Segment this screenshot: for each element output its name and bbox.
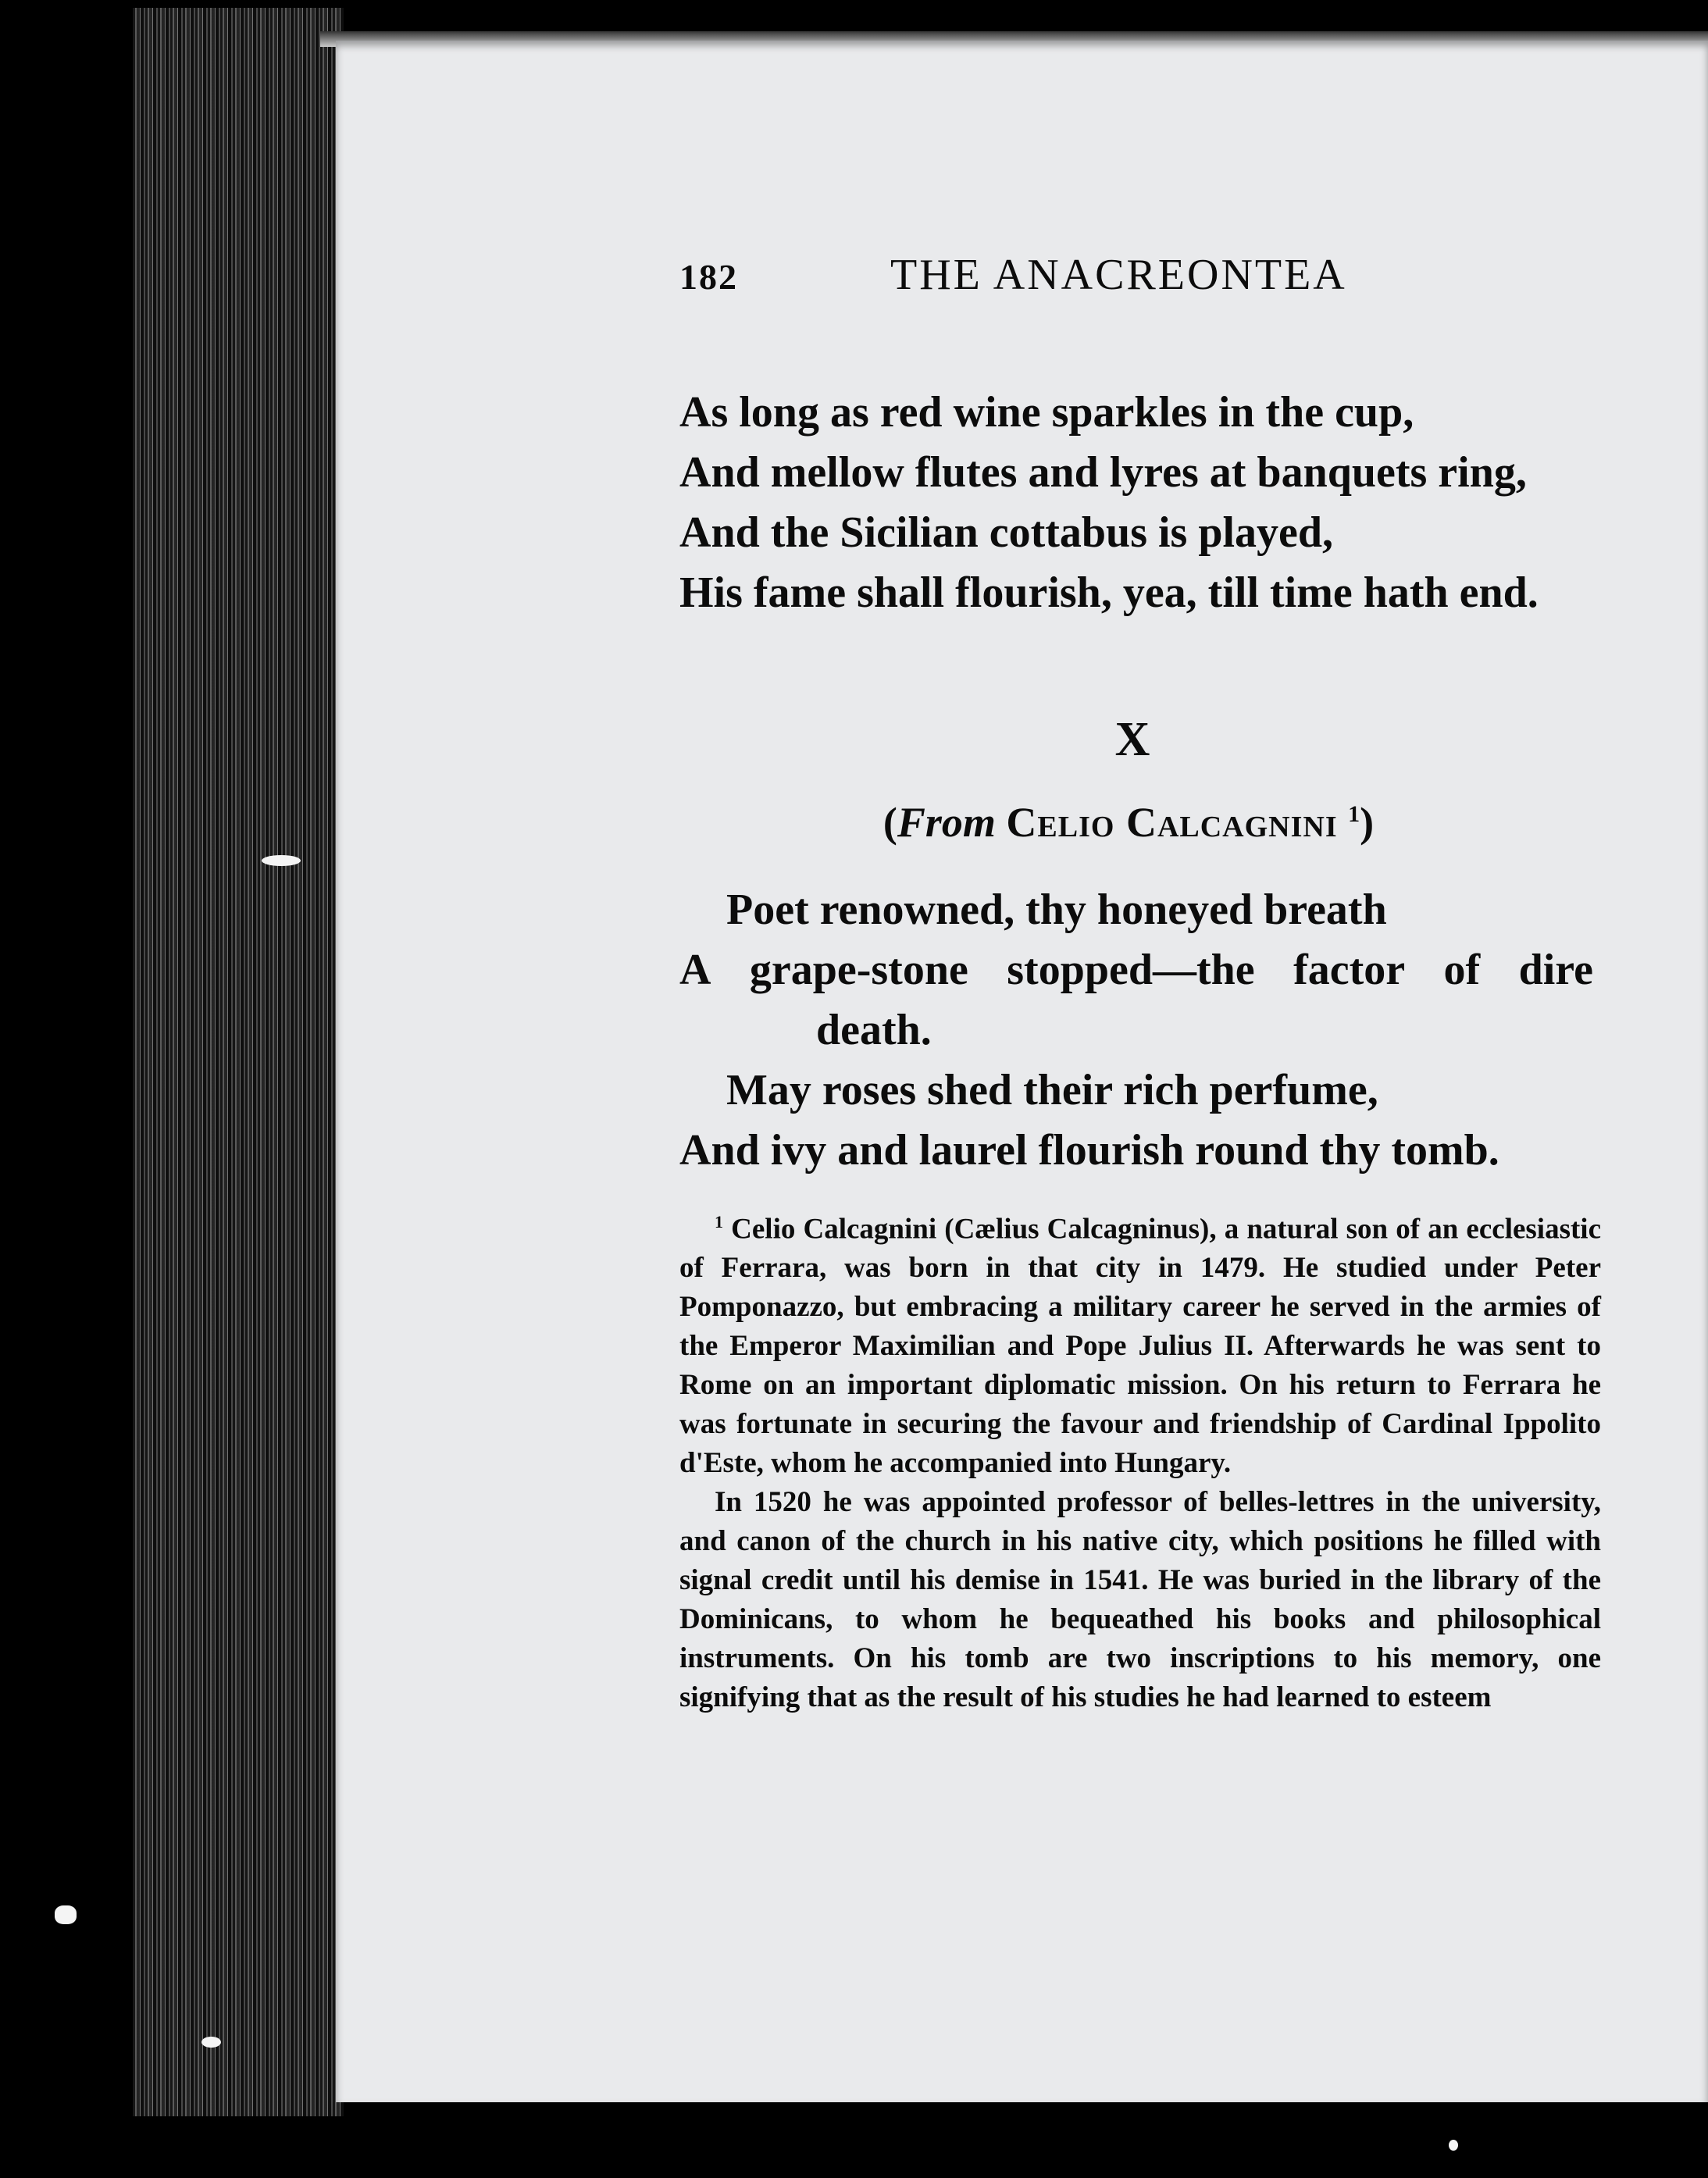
scan-speck bbox=[201, 2037, 221, 2048]
verse-line: As long as red wine sparkles in the cup, bbox=[679, 388, 1414, 437]
verse-line: And mellow flutes and lyres at banquets ring, bbox=[679, 448, 1527, 497]
footnote-text: Celio Calcagnini (Cælius Calcagninus), a natural son of an ecclesiastic of Ferrara, was born in that city in 1479. He studied under Peter Pomponazzo, but embracing a military career he served in the armies of the Emperor Maximilian and Pope Julius II. Afterwards he was sent to Rome on an important diplomatic mission. On his return to Ferrara he was fortunate in securing the favour and friendship of Cardinal Ippolito d'Este, whom he accompanied into Hungary. bbox=[679, 1213, 1602, 1480]
page-number: 182 bbox=[679, 257, 738, 297]
source-from: From bbox=[897, 799, 996, 846]
running-header bbox=[679, 242, 1554, 312]
footnote-paragraph-1 bbox=[679, 1203, 1601, 1483]
source-open-paren: ( bbox=[883, 799, 897, 846]
scan-speck bbox=[55, 1905, 77, 1924]
verse-word: dire bbox=[1518, 946, 1593, 994]
book-title: THE ANACREONTEA bbox=[890, 251, 1347, 299]
verse-line: Poet renowned, thy honeyed breath bbox=[726, 886, 1387, 934]
verse-line-justified bbox=[679, 940, 1593, 1000]
verse-word: stopped—the bbox=[1007, 946, 1255, 994]
section-numeral: X bbox=[1114, 713, 1150, 766]
verse-word: grape-stone bbox=[749, 946, 968, 994]
book-page bbox=[336, 41, 1708, 2102]
verse-word: factor bbox=[1293, 946, 1406, 994]
page-stack-edge bbox=[133, 8, 344, 2116]
verse-line: May roses shed their rich perfume, bbox=[726, 1066, 1378, 1114]
section-source bbox=[679, 798, 1578, 847]
source-close-paren: ) bbox=[1360, 799, 1375, 846]
verse-line: His fame shall flourish, yea, till time hath end. bbox=[679, 569, 1539, 617]
footnote-paragraph-2: In 1520 he was appointed professor of belles-lettres in the university, and canon of the church in his native city, which positions he filled with signal credit until his demise in 1541. He was buried in the library of the Dominicans, to whom he bequeathed his books and philosophical instruments. On his tomb are two inscriptions to his memory, one signifying that as the result of his studies he had learned to esteem bbox=[679, 1486, 1601, 1714]
poem-x bbox=[679, 880, 1601, 1181]
scan-speck bbox=[1449, 2140, 1458, 2151]
stanza-continued bbox=[679, 383, 1539, 623]
verse-line: And ivy and laurel flourish round thy tomb. bbox=[679, 1126, 1499, 1175]
source-name: Celio Calcagnini bbox=[1006, 799, 1338, 846]
verse-word: A bbox=[679, 946, 711, 994]
verse-line: And the Sicilian cottabus is played, bbox=[679, 508, 1334, 557]
verse-word: of bbox=[1443, 946, 1481, 994]
footnote-reference: 1 bbox=[1348, 801, 1360, 827]
footnote bbox=[679, 1203, 1601, 1717]
verse-line-continuation: death. bbox=[816, 1006, 932, 1054]
footnote-marker: 1 bbox=[715, 1212, 723, 1232]
scan-speck bbox=[262, 855, 301, 866]
